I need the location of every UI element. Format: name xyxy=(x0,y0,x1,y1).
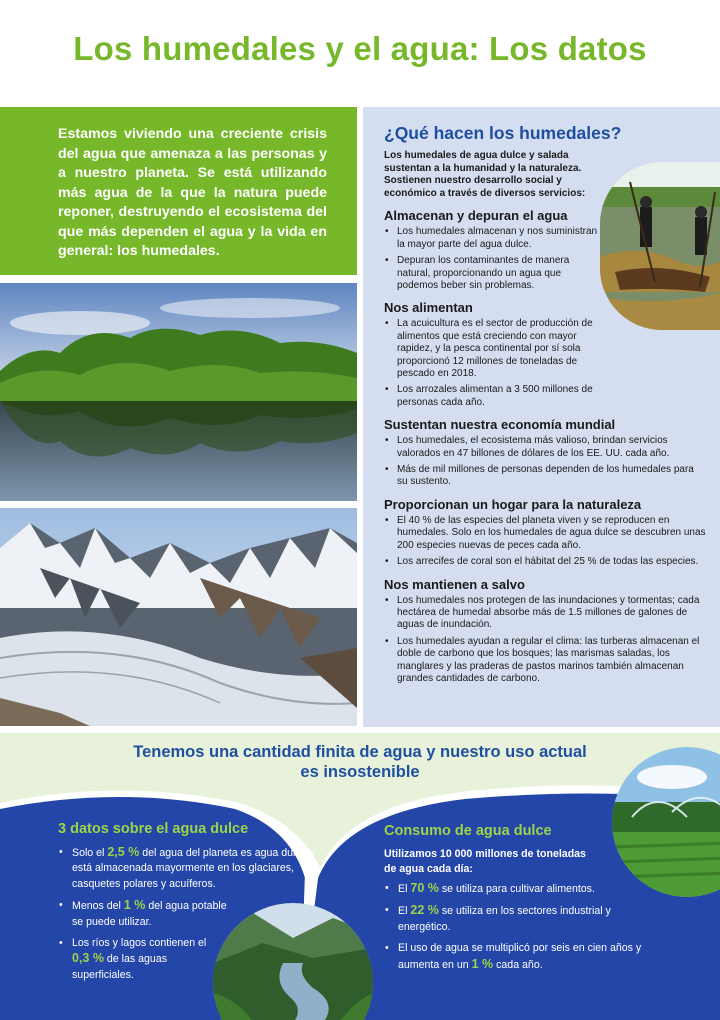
list-item xyxy=(384,903,614,935)
section-nature-home xyxy=(384,497,706,569)
item-text: se utiliza en los sectores industrial y energético. xyxy=(398,905,611,933)
item-text: El xyxy=(398,883,411,895)
item-text: de las aguas superficiales. xyxy=(72,953,167,981)
item-text: se utiliza para cultivar alimentos. xyxy=(438,883,595,895)
fishermen-photo xyxy=(600,162,720,330)
freshwater-facts-title: 3 datos sobre el agua dulce xyxy=(58,821,249,837)
list-item: • Los arrozales alimentan a 3 500 millones de personas cada año. xyxy=(384,384,604,409)
item-text: cada año. xyxy=(493,958,543,971)
list-item: • Los humedales, el ecosistema más valioso, brindan servicios valorados en 47 billones de dólares de los EE. UU. cada año. xyxy=(384,435,706,460)
section-title: Nos mantienen a salvo xyxy=(384,576,525,592)
consumption-list xyxy=(384,881,654,979)
list-item: • Los humedales nos protegen de las inundaciones y tormentas; cada hectárea de humedal absorbe más de 1.5 millones de galones de aguas de inundación. xyxy=(384,595,706,632)
list-item xyxy=(58,936,208,983)
section-economy xyxy=(384,417,706,489)
list-item: • El 40 % de las especies del planeta viven y se reproducen en humedales. Solo en los humedales de agua dulce se descubren unas 200 especies nuevas de peces cada año. xyxy=(384,515,706,552)
list-item: • Los humedales ayudan a regular el clima: las turberas almacenan el doble de carbono que los bosques; las marismas saladas, los manglares y las praderas de pastos marinos también almacenan grandes cantidades de carbono. xyxy=(384,636,706,686)
list-item: • Depuran los contaminantes de manera natural, proporcionando un agua que podemos beber sin problemas. xyxy=(384,255,604,292)
list-item: • Más de mil millones de personas dependen de los humedales para su sustento. xyxy=(384,464,706,489)
section-title: Sustentan nuestra economía mundial xyxy=(384,417,616,433)
list-item xyxy=(384,941,654,973)
section-title: Proporcionan un hogar para la naturaleza xyxy=(384,496,642,512)
list-item xyxy=(384,881,654,897)
list-item xyxy=(58,845,320,892)
item-number: 22 % xyxy=(410,903,439,918)
list-item: • La acuicultura es el sector de producción de alimentos que está creciendo con mayor rapidez, y la pesca continental por sí sola proporcionó 12 millones de toneladas de pescado en 2018. xyxy=(384,318,604,380)
item-text: El xyxy=(398,905,411,918)
freshwater-facts-section xyxy=(0,733,720,1020)
item-text: Menos del xyxy=(72,900,124,913)
wetlands-functions-panel xyxy=(363,107,720,727)
panel-heading: ¿Qué hacen los humedales? xyxy=(384,123,622,143)
panel-intro: Los humedales de agua dulce y salada sustentan a la humanidad y la naturaleza. Sostienen nuestro desarrollo social y económico a través de diversos servicios: xyxy=(384,150,586,199)
consumption-intro: Utilizamos 10 000 millones de toneladas de agua cada día: xyxy=(384,848,586,875)
item-text: El uso de agua se multiplicó por seis en cien años y aumenta en un xyxy=(398,942,642,971)
page-title: Los humedales y el agua: Los datos xyxy=(73,30,647,67)
item-text: del agua potable se puede utilizar. xyxy=(72,900,227,928)
glacier-mountains-photo xyxy=(0,508,357,726)
item-number: 70 % xyxy=(410,881,439,895)
section-title: Almacenan y depuran el agua xyxy=(384,208,568,224)
item-text: Solo el xyxy=(72,847,108,859)
heading-line-2: es insostenible xyxy=(300,763,420,781)
item-number: 0,3 % xyxy=(72,951,104,966)
list-item: • Los arrecifes de coral son el hábitat del 25 % de todas las especies. xyxy=(384,556,706,568)
heading-line-1: Tenemos una cantidad finita de agua y nuestro uso actual xyxy=(133,743,587,761)
section-keep-safe xyxy=(384,577,706,686)
item-text: Los ríos y lagos contienen el xyxy=(72,937,207,950)
item-number: 1 % xyxy=(471,956,494,971)
consumption-title: Consumo de agua dulce xyxy=(384,823,552,839)
section-title: Nos alimentan xyxy=(384,300,473,316)
item-text: del agua del planeta es agua dulce y está almacenada mayormente en los glaciares, casquetes polares y acuíferos. xyxy=(72,847,315,890)
list-item: • Los humedales almacenan y nos suministran la mayor parte del agua dulce. xyxy=(384,226,604,251)
intro-text-box xyxy=(0,107,357,275)
mangrove-lake-photo xyxy=(0,283,357,501)
item-number: 2,5 % xyxy=(107,845,140,859)
section-heading xyxy=(0,742,720,782)
item-number: 1 % xyxy=(123,898,146,913)
intro-text: Estamos viviendo una creciente crisis del agua que amenaza a las personas y a nuestro planeta. Se está utilizando más agua de la que la natura puede reponer, destruyendo el ecosistema del que más dependen el agua y la vida en general: los humedales. xyxy=(58,126,327,259)
list-item xyxy=(58,898,233,930)
